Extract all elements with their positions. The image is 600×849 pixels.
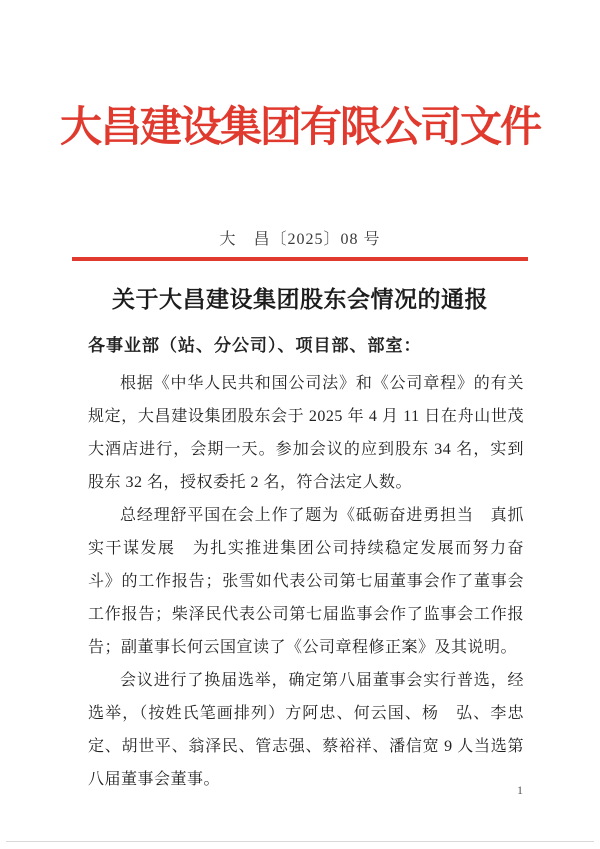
document-body [88, 331, 524, 796]
red-separator-line [72, 257, 528, 261]
page-number: 1 [517, 783, 523, 797]
scan-edge-line [6, 841, 594, 842]
body-paragraph-3: 会议进行了换届选举，确定第八届董事会实行普选，经选举，（按姓氏笔画排列）方阿忠、何云国、杨 弘、李忠定、胡世平、翁泽民、管志强、蔡裕祥、潘信宽 9 人当选第八届董事会董事。 [88, 672, 524, 788]
document-number: 大 昌〔2025〕08 号 [219, 231, 381, 248]
body-paragraph-2: 总经理舒平国在会上作了题为《砥砺奋进勇担当 真抓实干谋发展 为扎实推进集团公司持续稳定发展而努力奋斗》的工作报告；张雪如代表公司第七届董事会作了董事会工作报告；柴泽民代表公司第七届监事会作了监事会工作报告；副董事长何云国宣读了《公司章程修正案》及其说明。 [88, 507, 524, 656]
document-title: 关于大昌建设集团股东会情况的通报 [112, 287, 488, 312]
addressee-line: 各事业部（站、分公司）、项目部、部室： [88, 336, 422, 355]
document-header-title: 大昌建设集团有限公司文件 [59, 105, 540, 151]
body-paragraph-1: 根据《中华人民共和国公司法》和《公司章程》的有关规定，大昌建设集团股东会于 2025 年 4 月 11 日在舟山世茂大酒店进行，会期一天。参加会议的应到股东 34 名，实到股东 32 名，授权委托 2 名，符合法定人数。 [88, 375, 524, 491]
